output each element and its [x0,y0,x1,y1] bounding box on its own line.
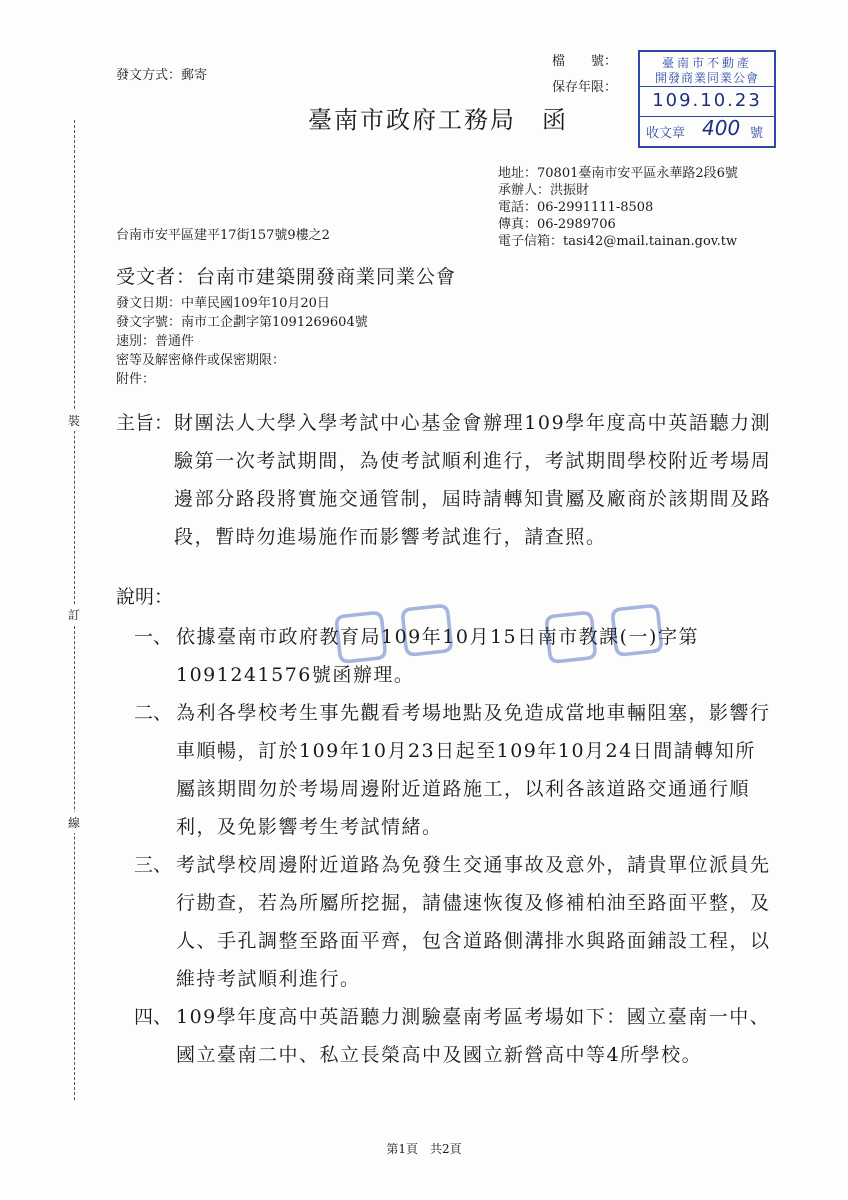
description-label: 說明： [116,586,174,608]
stamp-date: 109.10.23 [652,90,762,111]
document-number: 發文字號：南市工企劃字第1091269604號 [116,315,368,330]
faint-seal-impression: ▢▢ [326,585,467,673]
subject-label: 主旨： [116,412,174,434]
stamp-recv-suffix: 號 [750,126,764,141]
item-number: 三、 [134,854,173,876]
description-item [134,618,776,694]
subject [116,404,776,556]
item-text: 為利各學校考生事先觀看考場地點及免造成當地車輛阻塞，影響行車順暢，訂於109年10月23日起至109年10月24日間請轉知所屬該期間勿於考場周邊附近道路施工，以利各該道路交通通行順利，及免影響考生考試情緒。 [176,702,771,838]
secrecy-level: 密等及解密條件或保密期限： [116,353,286,368]
send-method: 發文方式：郵寄 [116,68,208,83]
subject-text: 財團法人大學入學考試中心基金會辦理109學年度高中英語聽力測驗第一次考試期間，為使考試順利進行，考試期間學校附近考場周邊部分路段將實施交通管制，屆時請轉知貴屬及廠商於該期間及路段，暫時勿進場施作而影響考試進行，請查照。 [174,412,772,548]
description-item [134,694,776,846]
retention-label: 保存年限： [552,80,618,95]
document-title: 臺南市政府工務局 函 [308,106,568,134]
item-number: 二、 [134,702,173,724]
receiver-address: 台南市安平區建平17街157號9樓之2 [116,228,330,243]
file-number-label: 檔 號： [552,54,618,69]
faint-seal-impression: ▢▢ [536,585,677,673]
item-number: 一、 [134,626,173,648]
binding-char: 裝 [66,410,82,431]
item-text: 依據臺南市政府教育局109年10月15日南市教課(一)字第1091241576號函辦理。 [176,626,699,686]
description-item [134,998,776,1074]
received-stamp [638,50,776,148]
issue-date: 發文日期：中華民國109年10月20日 [116,296,330,311]
speed-class: 速別：普通件 [116,334,195,349]
description-item [134,846,776,998]
binding-char: 線 [66,812,82,833]
recipient: 受文者：台南市建築開發商業同業公會 [116,266,457,288]
item-number: 四、 [134,1006,173,1028]
contact-handler: 承辦人：洪振財 [498,183,590,198]
contact-address: 地址：70801臺南市安平區永華路2段6號 [498,166,738,181]
contact-block [498,165,738,250]
meta-block [116,294,368,389]
item-text: 109學年度高中英語聽力測驗臺南考區考場如下：國立臺南一中、國立臺南二中、私立長榮高中及國立新營高中等4所學校。 [176,1006,771,1066]
attachments: 附件： [116,372,156,387]
stamp-divider [640,86,774,87]
stamp-org-line1: 臺南市不動產 [661,56,752,70]
contact-email: 電子信箱：tasi42@mail.tainan.gov.tw [498,234,738,249]
contact-fax: 傳真：06-2989706 [498,217,616,232]
binding-char: 訂 [66,604,82,625]
stamp-recv-number: 400 [702,116,741,140]
stamp-org-line2: 開發商業同業公會 [654,71,759,85]
item-text: 考試學校周邊附近道路為免發生交通事故及意外，請貴單位派員先行勘查，若為所屬所挖掘，請儘速恢復及修補柏油至路面平整，及人、手孔調整至路面平齊，包含道路側溝排水與路面鋪設工程，以維持考試順利進行。 [176,854,771,990]
contact-phone: 電話：06-2991111-8508 [498,200,654,215]
page-footer: 第1頁 共2頁 [386,1142,462,1156]
stamp-recv-label: 收文章 [646,126,686,141]
